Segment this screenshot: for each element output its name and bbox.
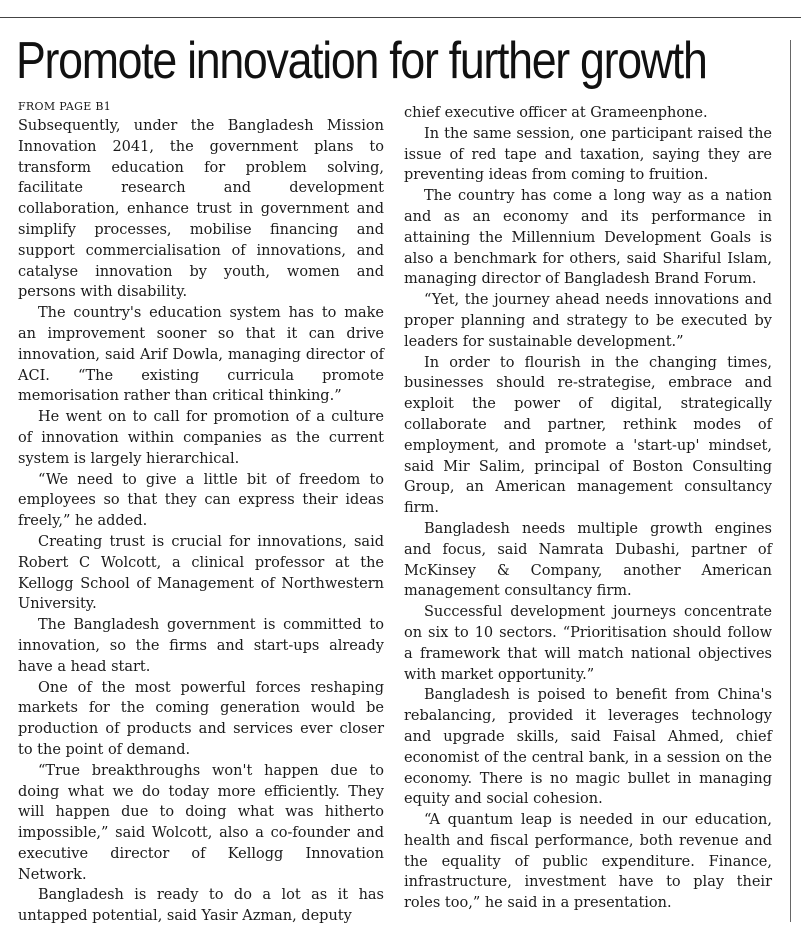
paragraph: He went on to call for promotion of a culture of innovation within companies as the current system is largely hierarchical.: [18, 409, 384, 467]
paragraph: Bangladesh is ready to do a lot as it has untapped potential, said Yasir Azman, deputy: [18, 887, 384, 925]
paragraph: The Bangladesh government is committed to innovation, so the firms and start-ups already have a head start.: [18, 617, 384, 675]
paragraph: The country has come a long way as a nation and as an economy and its performance in attaining the Millennium Development Goals is also a benchmark for others, said Shariful Islam, managing director of Bangladesh Brand Forum.: [404, 188, 772, 288]
right-column: [404, 103, 772, 914]
paragraph: Successful development journeys concentrate on six to 10 sectors. “Prioritisation should follow a framework that will match national objectives with market opportunity.”: [404, 604, 772, 683]
paragraph: “Yet, the journey ahead needs innovations and proper planning and strategy to be executed by leaders for sustainable development.”: [404, 292, 772, 350]
paragraph: Creating trust is crucial for innovations, said Robert C Wolcott, a clinical professor at the Kellogg School of Management of Northwestern University.: [18, 533, 384, 613]
paragraph: “A quantum leap is needed in our education, health and fiscal performance, both revenue and the equality of public expenditure. Finance, infrastructure, investment have to play their roles too,” he said in a presentation.: [404, 812, 772, 912]
paragraph: In order to flourish in the changing times, businesses should re-strategise, embrace and exploit the power of digital, strategically collaborate and partner, rethink modes of employment, and promote a 'start-up' mindset, said Mir Salim, principal of Boston Consulting Group, an American management consultancy firm.: [404, 354, 772, 517]
top-rule: [0, 17, 801, 18]
paragraph: In the same session, one participant raised the issue of red tape and taxation, saying they are preventing ideas from coming to fruition.: [404, 125, 772, 184]
paragraph: The country's education system has to make an improvement sooner so that it can drive innovation, said Arif Dowla, managing director of ACI. “The existing curricula promote memorisation rather than critical thinking.”: [18, 305, 384, 405]
paragraph: “We need to give a little bit of freedom to employees so that they can express their ideas freely,” he added.: [18, 471, 384, 530]
paragraph: One of the most powerful forces reshaping markets for the coming generation would be production of products and services ever closer to the point of demand.: [18, 679, 384, 758]
paragraph: “True breakthroughs won't happen due to doing what we do today more efficiently. They will happen due to doing what was hitherto impossible,” said Wolcott, also a co-founder and executive director of Kellogg Innovation Network.: [18, 762, 384, 883]
column-rule: [790, 40, 791, 922]
continued-from-label: FROM PAGE B1: [18, 100, 112, 113]
paragraph: Subsequently, under the Bangladesh Mission Innovation 2041, the government plans to transform education for problem solving, facilitate research and development collaboration, enhance trust in government and simplify processes, mobilise financing and support commercialisation of innovations, and catalyse innovation by youth, women and persons with disability.: [18, 118, 384, 301]
left-column: [18, 98, 384, 927]
paragraph: chief executive officer at Grameenphone.: [404, 105, 708, 121]
headline: Promote innovation for further growth: [16, 32, 707, 90]
paragraph: Bangladesh needs multiple growth engines and focus, said Namrata Dubashi, partner of McKinsey & Company, another American management consultancy firm.: [404, 520, 772, 600]
paragraph: Bangladesh is poised to benefit from China's rebalancing, provided it leverages technology and upgrade skills, said Faisal Ahmed, chief economist of the central bank, in a session on the economy. There is no magic bullet in managing equity and social cohesion.: [404, 687, 772, 808]
